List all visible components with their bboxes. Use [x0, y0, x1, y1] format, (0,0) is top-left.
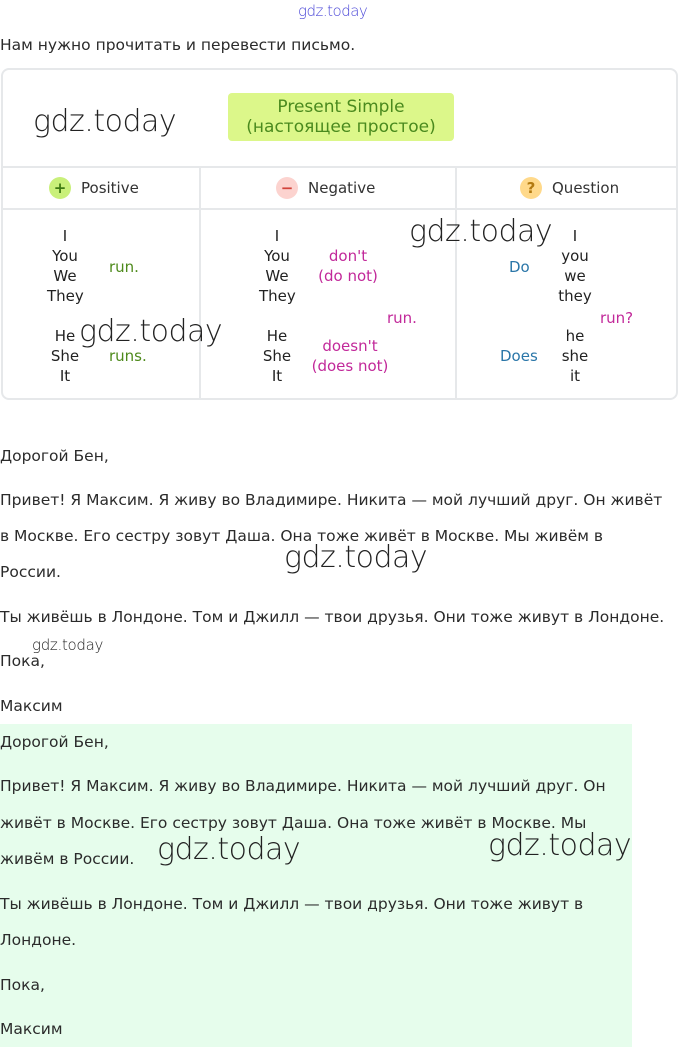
present-simple-table	[1, 68, 678, 400]
pronoun: they	[558, 287, 592, 305]
question-aux-bottom: Does	[500, 347, 538, 365]
positive-pronouns-bottom	[47, 326, 83, 386]
positive-pronouns-top	[47, 226, 83, 306]
title-line-2: (настоящее простое)	[246, 117, 436, 137]
pronoun: we	[564, 267, 586, 285]
question-icon: ?	[520, 177, 542, 199]
header-positive	[49, 170, 139, 206]
letter-line: Ты живёшь в Лондоне. Том и Джилл — твои друзья. Они тоже живут в Лондоне.	[0, 608, 665, 626]
pronoun: it	[569, 367, 581, 385]
watermark-label: gdz.today	[409, 214, 553, 249]
watermark-label: gdz.today	[284, 540, 428, 575]
title-line-1: Present Simple	[277, 97, 405, 117]
divider	[199, 166, 201, 398]
pronoun: he	[565, 327, 585, 345]
aux-word: doesn't	[322, 337, 378, 355]
question-pronouns-bottom	[555, 326, 595, 386]
pronoun: They	[259, 287, 296, 305]
watermark-label: gdz.today	[33, 104, 177, 139]
answer-signature: Максим	[0, 1020, 63, 1038]
aux-word: (does not)	[311, 357, 389, 375]
pronoun: We	[265, 267, 289, 285]
answer-block	[0, 724, 632, 1047]
plus-icon: +	[49, 177, 71, 199]
positive-verb-top: run.	[109, 258, 139, 276]
pronoun: I	[572, 227, 578, 245]
answer-line: живёт в Москве. Его сестру зовут Даша. Она тоже живёт в Москве. Мы	[0, 814, 587, 832]
letter-greeting: Дорогой Бен,	[0, 447, 109, 465]
header-negative	[276, 170, 375, 206]
divider	[3, 166, 676, 168]
positive-verb-bottom: runs.	[109, 347, 147, 365]
watermark-top: gdz.today	[298, 2, 368, 20]
letter-line: Привет! Я Максим. Я живу во Владимире. Никита — мой лучший друг. Он живёт	[0, 491, 663, 509]
header-label: Positive	[81, 179, 139, 197]
pronoun: It	[59, 367, 71, 385]
question-pronouns-top	[555, 226, 595, 306]
header-question	[520, 170, 619, 206]
pronoun: He	[266, 327, 288, 345]
pronoun: It	[271, 367, 283, 385]
negative-aux-bottom	[310, 336, 390, 376]
pronoun: she	[561, 347, 589, 365]
pronoun: I	[62, 227, 68, 245]
negative-pronouns-bottom	[259, 326, 295, 386]
pronoun: You	[52, 247, 78, 265]
pronoun: We	[53, 267, 77, 285]
letter-closing: Пока,	[0, 652, 45, 670]
answer-line: живём в России.	[0, 850, 135, 868]
negative-verb: run.	[387, 309, 417, 327]
header-label: Question	[552, 179, 620, 197]
divider	[3, 208, 676, 210]
answer-greeting: Дорогой Бен,	[0, 733, 109, 751]
intro-text: Нам нужно прочитать и перевести письмо.	[0, 36, 356, 54]
question-aux-top: Do	[509, 258, 530, 276]
watermark-label: gdz.today	[79, 314, 223, 349]
question-verb: run?	[600, 309, 634, 327]
header-label: Negative	[308, 179, 376, 197]
pronoun: They	[47, 287, 84, 305]
pronoun: I	[274, 227, 280, 245]
answer-line: Привет! Я Максим. Я живу во Владимире. Никита — мой лучший друг. Он	[0, 777, 606, 795]
answer-line: Ты живёшь в Лондоне. Том и Джилл — твои друзья. Они тоже живут в	[0, 895, 584, 913]
pronoun: She	[262, 347, 292, 365]
letter-line: в Москве. Его сестру зовут Даша. Она тоже живёт в Москве. Мы живём в	[0, 527, 604, 545]
aux-word: don't	[328, 247, 368, 265]
watermark-label: gdz.today	[488, 828, 632, 863]
minus-icon: −	[276, 177, 298, 199]
answer-closing: Пока,	[0, 976, 45, 994]
divider	[455, 166, 457, 398]
watermark-label: gdz.today	[157, 832, 301, 867]
pronoun: you	[561, 247, 589, 265]
present-simple-title	[228, 93, 454, 141]
answer-line: Лондоне.	[0, 931, 77, 949]
watermark-small: gdz.today	[32, 636, 104, 654]
letter-signature: Максим	[0, 697, 63, 715]
pronoun: You	[264, 247, 290, 265]
pronoun: She	[50, 347, 80, 365]
negative-aux-top	[315, 246, 381, 286]
pronoun: He	[54, 327, 76, 345]
aux-word: (do not)	[318, 267, 378, 285]
letter-line: России.	[0, 563, 61, 581]
negative-pronouns-top	[259, 226, 295, 306]
